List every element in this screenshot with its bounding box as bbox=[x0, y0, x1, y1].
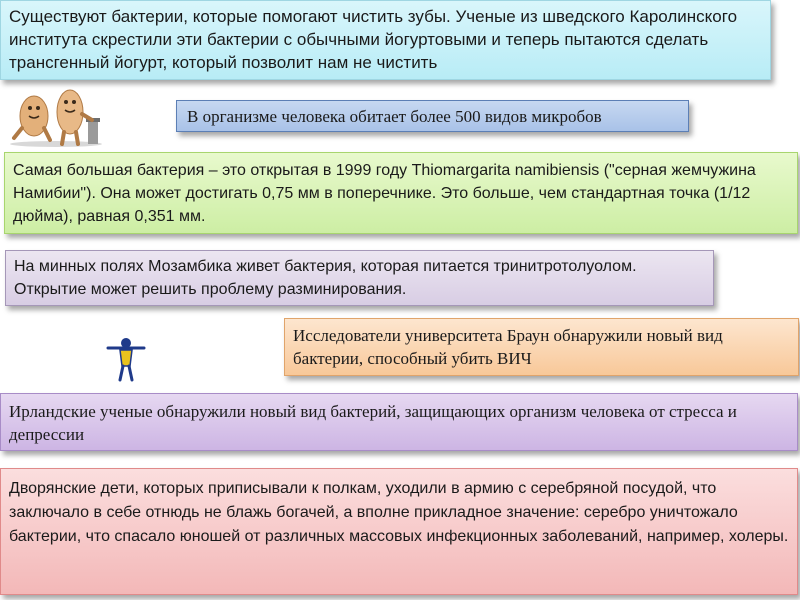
fact-text: В организме человека обитает более 500 видов микробов bbox=[187, 107, 602, 126]
fact-box-silver-tableware bbox=[0, 468, 798, 595]
fact-box-hiv-bacterium bbox=[284, 318, 799, 376]
fact-text: Исследователи университета Браун обнаружили новый вид бактерии, способный убить ВИЧ bbox=[293, 326, 723, 368]
human-figure-icon bbox=[104, 336, 148, 382]
fact-text: На минных полях Мозамбика живет бактерия, которая питается тринитротолуолом. Открытие может решить проблему разминирования. bbox=[14, 258, 637, 298]
fact-text: Дворянские дети, которых приписывали к полкам, уходили в армию с серебряной посудой, что заключало в себе отнюдь не блажь богачей, а вполне прикладное значение: серебро уничтожало бактерии, что спасало юношей от различных массовых инфекционных заболеваний, например, холеры. bbox=[9, 480, 789, 545]
fact-box-microbe-count bbox=[176, 100, 689, 132]
fact-box-teeth-bacteria bbox=[0, 0, 771, 80]
fact-text: Существуют бактерии, которые помогают чистить зубы. Ученые из шведского Каролинского института скрестили эти бактерии с обычными йогуртовыми и теперь пытаются сделать трансгенный йогурт, который позволит нам не чистить bbox=[9, 7, 738, 72]
fact-box-largest-bacterium bbox=[4, 152, 798, 234]
fact-box-mozambique-bacterium bbox=[5, 250, 714, 306]
bacteria-characters-illustration bbox=[4, 82, 108, 148]
fact-box-stress-bacteria bbox=[0, 393, 798, 451]
fact-text: Самая большая бактерия – это открытая в 1999 году Thiomargarita namibiensis ("серная жемчужина Намибии"). Она может достигать 0,75 мм в поперечнике. Это больше, чем стандартная точка (1/12 дюйма), равная 0,351 мм. bbox=[13, 162, 756, 225]
fact-text: Ирландские ученые обнаружили новый вид бактерий, защищающих организм человека от стресса и депрессии bbox=[9, 402, 737, 444]
